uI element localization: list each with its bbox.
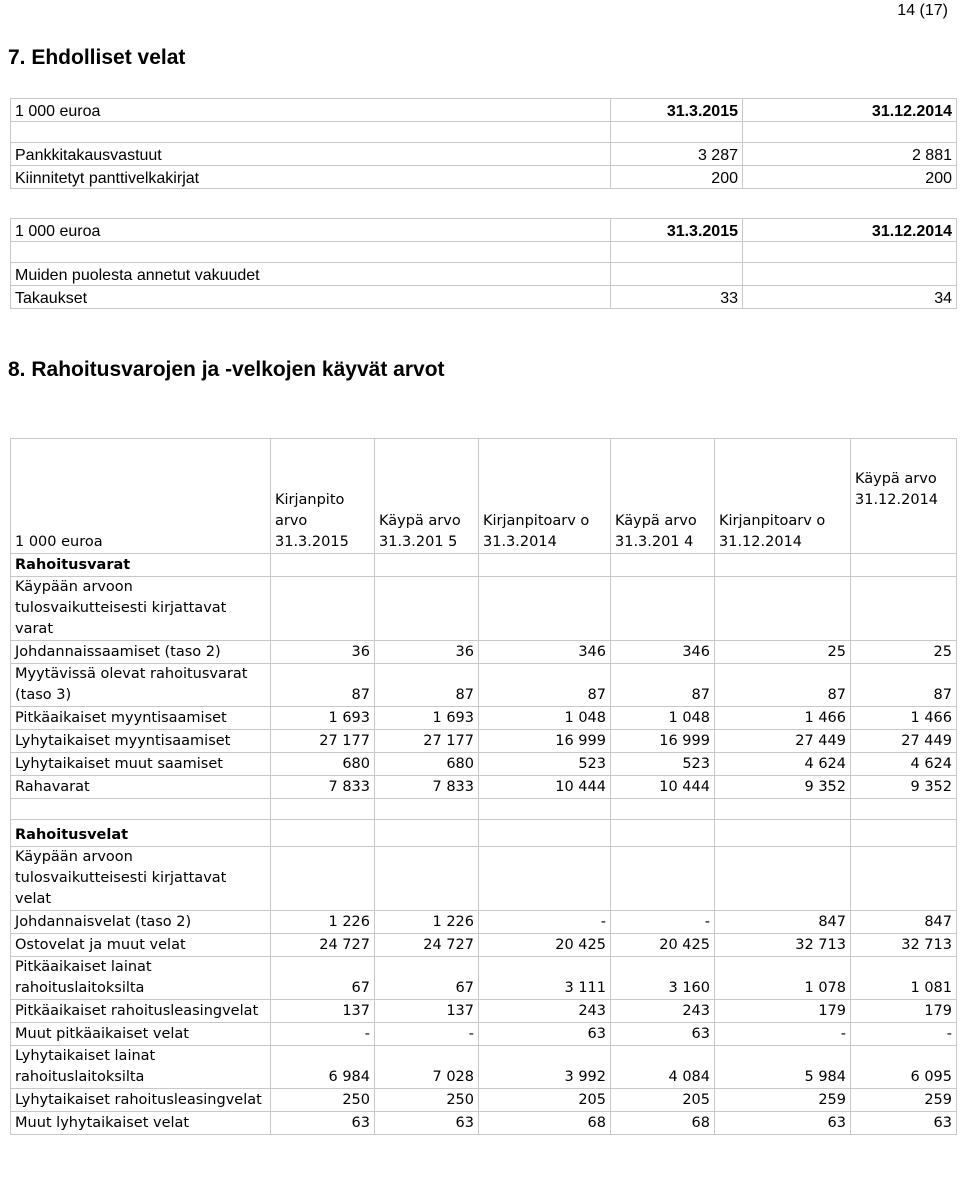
row-label: Johdannaissaamiset (taso 2): [11, 641, 271, 664]
cell-value: -: [715, 1023, 851, 1046]
unit-label: 1 000 euroa: [11, 99, 611, 122]
column-header: 31.12.2014: [743, 219, 957, 242]
table-row: [11, 641, 957, 664]
row-label: Kiinnitetyt panttivelkakirjat: [11, 166, 611, 189]
cell-value: 179: [851, 1000, 957, 1023]
cell-value: -: [611, 911, 715, 934]
cell-value: 9 352: [851, 776, 957, 799]
assets-rows: [11, 641, 957, 799]
unit-label: 1 000 euroa: [11, 439, 271, 554]
cell-value: 4 084: [611, 1046, 715, 1089]
cell-value: -: [479, 911, 611, 934]
cell-value: 680: [375, 753, 479, 776]
section-7-title: 7. Ehdolliset velat: [8, 46, 186, 69]
cell-value: 7 028: [375, 1046, 479, 1089]
cell-value: 346: [611, 641, 715, 664]
cell-value: 3 287: [611, 143, 743, 166]
column-header: Käypä arvo 31.12.2014: [851, 439, 957, 554]
subheading-row: [11, 847, 957, 911]
row-label: Muut lyhytaikaiset velat: [11, 1112, 271, 1135]
cell-value: 1 048: [479, 707, 611, 730]
cell-value: 137: [271, 1000, 375, 1023]
cell-value: 523: [479, 753, 611, 776]
cell-value: 32 713: [851, 934, 957, 957]
cell-value: 87: [851, 664, 957, 707]
cell-value: 137: [375, 1000, 479, 1023]
cell-value: 25: [851, 641, 957, 664]
cell-value: 67: [271, 957, 375, 1000]
column-header: Kirjanpitoarv o 31.3.2014: [479, 439, 611, 554]
cell-value: 4 624: [715, 753, 851, 776]
cell-value: 259: [715, 1089, 851, 1112]
subheading-row: [11, 577, 957, 641]
table-row: [11, 911, 957, 934]
cell-value: 27 449: [715, 730, 851, 753]
cell-value: 243: [479, 1000, 611, 1023]
cell-value: 1 466: [851, 707, 957, 730]
table-row: [11, 1089, 957, 1112]
row-label: Johdannaisvelat (taso 2): [11, 911, 271, 934]
cell-value: 33: [611, 286, 743, 309]
cell-value: 10 444: [479, 776, 611, 799]
column-header: 31.12.2014: [743, 99, 957, 122]
cell-value: 250: [271, 1089, 375, 1112]
table-row: [11, 1112, 957, 1135]
cell-value: 3 160: [611, 957, 715, 1000]
contingent-liabilities-table: [10, 98, 957, 189]
cell-value: 1 078: [715, 957, 851, 1000]
cell-value: 67: [375, 957, 479, 1000]
cell-value: 87: [611, 664, 715, 707]
cell-value: -: [851, 1023, 957, 1046]
table-row: [11, 707, 957, 730]
cell-value: 36: [375, 641, 479, 664]
cell-value: 68: [611, 1112, 715, 1135]
cell-value: 1 226: [375, 911, 479, 934]
cell-value: 200: [611, 166, 743, 189]
cell-value: 87: [375, 664, 479, 707]
liabilities-subheading: Käypään arvoon tulosvaikutteisesti kirjattavat velat: [11, 847, 271, 911]
row-label: Pitkäaikaiset lainat rahoituslaitoksilta: [11, 957, 271, 1000]
cell-value: 4 624: [851, 753, 957, 776]
cell-value: 5 984: [715, 1046, 851, 1089]
column-header: Käypä arvo 31.3.201 4: [611, 439, 715, 554]
cell-value: 27 177: [271, 730, 375, 753]
cell-value: 1 693: [271, 707, 375, 730]
fair-values-table: [10, 438, 957, 1135]
row-label: Lyhytaikaiset lainat rahoituslaitoksilta: [11, 1046, 271, 1089]
column-header: Käypä arvo 31.3.201 5: [375, 439, 479, 554]
cell-value: 87: [715, 664, 851, 707]
row-label: Myytävissä olevat rahoitusvarat (taso 3): [11, 664, 271, 707]
table-row: [11, 143, 957, 166]
table-row: [11, 286, 957, 309]
cell-value: -: [375, 1023, 479, 1046]
cell-value: 7 833: [271, 776, 375, 799]
table-row: [11, 934, 957, 957]
cell-value: 179: [715, 1000, 851, 1023]
cell-value: 20 425: [611, 934, 715, 957]
table-row: [11, 730, 957, 753]
row-label: Lyhytaikaiset muut saamiset: [11, 753, 271, 776]
page-number: 14 (17): [897, 2, 948, 19]
cell-value: 1 466: [715, 707, 851, 730]
row-label: Rahavarat: [11, 776, 271, 799]
table-row: [11, 957, 957, 1000]
cell-value: 205: [611, 1089, 715, 1112]
table-row: [11, 776, 957, 799]
cell-value: 1 226: [271, 911, 375, 934]
assets-heading: Rahoitusvarat: [11, 554, 271, 577]
row-label: Muut pitkäaikaiset velat: [11, 1023, 271, 1046]
cell-value: 63: [271, 1112, 375, 1135]
cell-value: 63: [851, 1112, 957, 1135]
assets-subheading: Käypään arvoon tulosvaikutteisesti kirjattavat varat: [11, 577, 271, 641]
cell-value: 1 693: [375, 707, 479, 730]
table-row: [11, 753, 957, 776]
row-label: Takaukset: [11, 286, 611, 309]
cell-value: 2 881: [743, 143, 957, 166]
cell-value: 25: [715, 641, 851, 664]
table-row: [11, 1000, 957, 1023]
cell-value: 1 081: [851, 957, 957, 1000]
guarantees-table: [10, 218, 957, 309]
cell-value: 32 713: [715, 934, 851, 957]
cell-value: 6 095: [851, 1046, 957, 1089]
table-header-row: [11, 219, 957, 242]
column-header: Kirjanpitoarv o 31.12.2014: [715, 439, 851, 554]
cell-value: 523: [611, 753, 715, 776]
cell-value: 27 449: [851, 730, 957, 753]
cell-value: 36: [271, 641, 375, 664]
column-header: Kirjanpito arvo 31.3.2015: [271, 439, 375, 554]
cell-value: 1 048: [611, 707, 715, 730]
column-header: 31.3.2015: [611, 219, 743, 242]
section-8-title: 8. Rahoitusvarojen ja -velkojen käyvät arvot: [8, 358, 445, 381]
cell-value: 63: [479, 1023, 611, 1046]
cell-value: 24 727: [375, 934, 479, 957]
unit-label: 1 000 euroa: [11, 219, 611, 242]
liabilities-rows: [11, 911, 957, 1135]
section-heading-row: [11, 554, 957, 577]
row-label: Pitkäaikaiset rahoitusleasingvelat: [11, 1000, 271, 1023]
cell-value: 847: [715, 911, 851, 934]
table-header-row: [11, 99, 957, 122]
row-label: Lyhytaikaiset rahoitusleasingvelat: [11, 1089, 271, 1112]
cell-value: 680: [271, 753, 375, 776]
cell-value: 10 444: [611, 776, 715, 799]
cell-value: 27 177: [375, 730, 479, 753]
cell-value: 16 999: [611, 730, 715, 753]
table-row: [11, 1046, 957, 1089]
cell-value: 6 984: [271, 1046, 375, 1089]
row-label: Ostovelat ja muut velat: [11, 934, 271, 957]
cell-value: 63: [375, 1112, 479, 1135]
cell-value: 68: [479, 1112, 611, 1135]
cell-value: 63: [611, 1023, 715, 1046]
row-label: Pankkitakausvastuut: [11, 143, 611, 166]
cell-value: 9 352: [715, 776, 851, 799]
cell-value: 3 111: [479, 957, 611, 1000]
table-row: [11, 664, 957, 707]
row-label: Muiden puolesta annetut vakuudet: [11, 263, 611, 286]
cell-value: 24 727: [271, 934, 375, 957]
liabilities-heading: Rahoitusvelat: [11, 820, 271, 847]
column-header: 31.3.2015: [611, 99, 743, 122]
table-row: [11, 1023, 957, 1046]
cell-value: 346: [479, 641, 611, 664]
cell-value: 87: [479, 664, 611, 707]
table-row: [11, 166, 957, 189]
cell-value: 259: [851, 1089, 957, 1112]
cell-value: 243: [611, 1000, 715, 1023]
cell-value: 20 425: [479, 934, 611, 957]
cell-value: 87: [271, 664, 375, 707]
row-label: Lyhytaikaiset myyntisaamiset: [11, 730, 271, 753]
cell-value: 16 999: [479, 730, 611, 753]
cell-value: -: [271, 1023, 375, 1046]
cell-value: 250: [375, 1089, 479, 1112]
cell-value: 847: [851, 911, 957, 934]
cell-value: 205: [479, 1089, 611, 1112]
section-heading-row: [11, 820, 957, 847]
cell-value: 34: [743, 286, 957, 309]
subheading-row: [11, 263, 957, 286]
table-header-row: [11, 439, 957, 554]
cell-value: 200: [743, 166, 957, 189]
row-label: Pitkäaikaiset myyntisaamiset: [11, 707, 271, 730]
cell-value: 63: [715, 1112, 851, 1135]
cell-value: 7 833: [375, 776, 479, 799]
cell-value: 3 992: [479, 1046, 611, 1089]
